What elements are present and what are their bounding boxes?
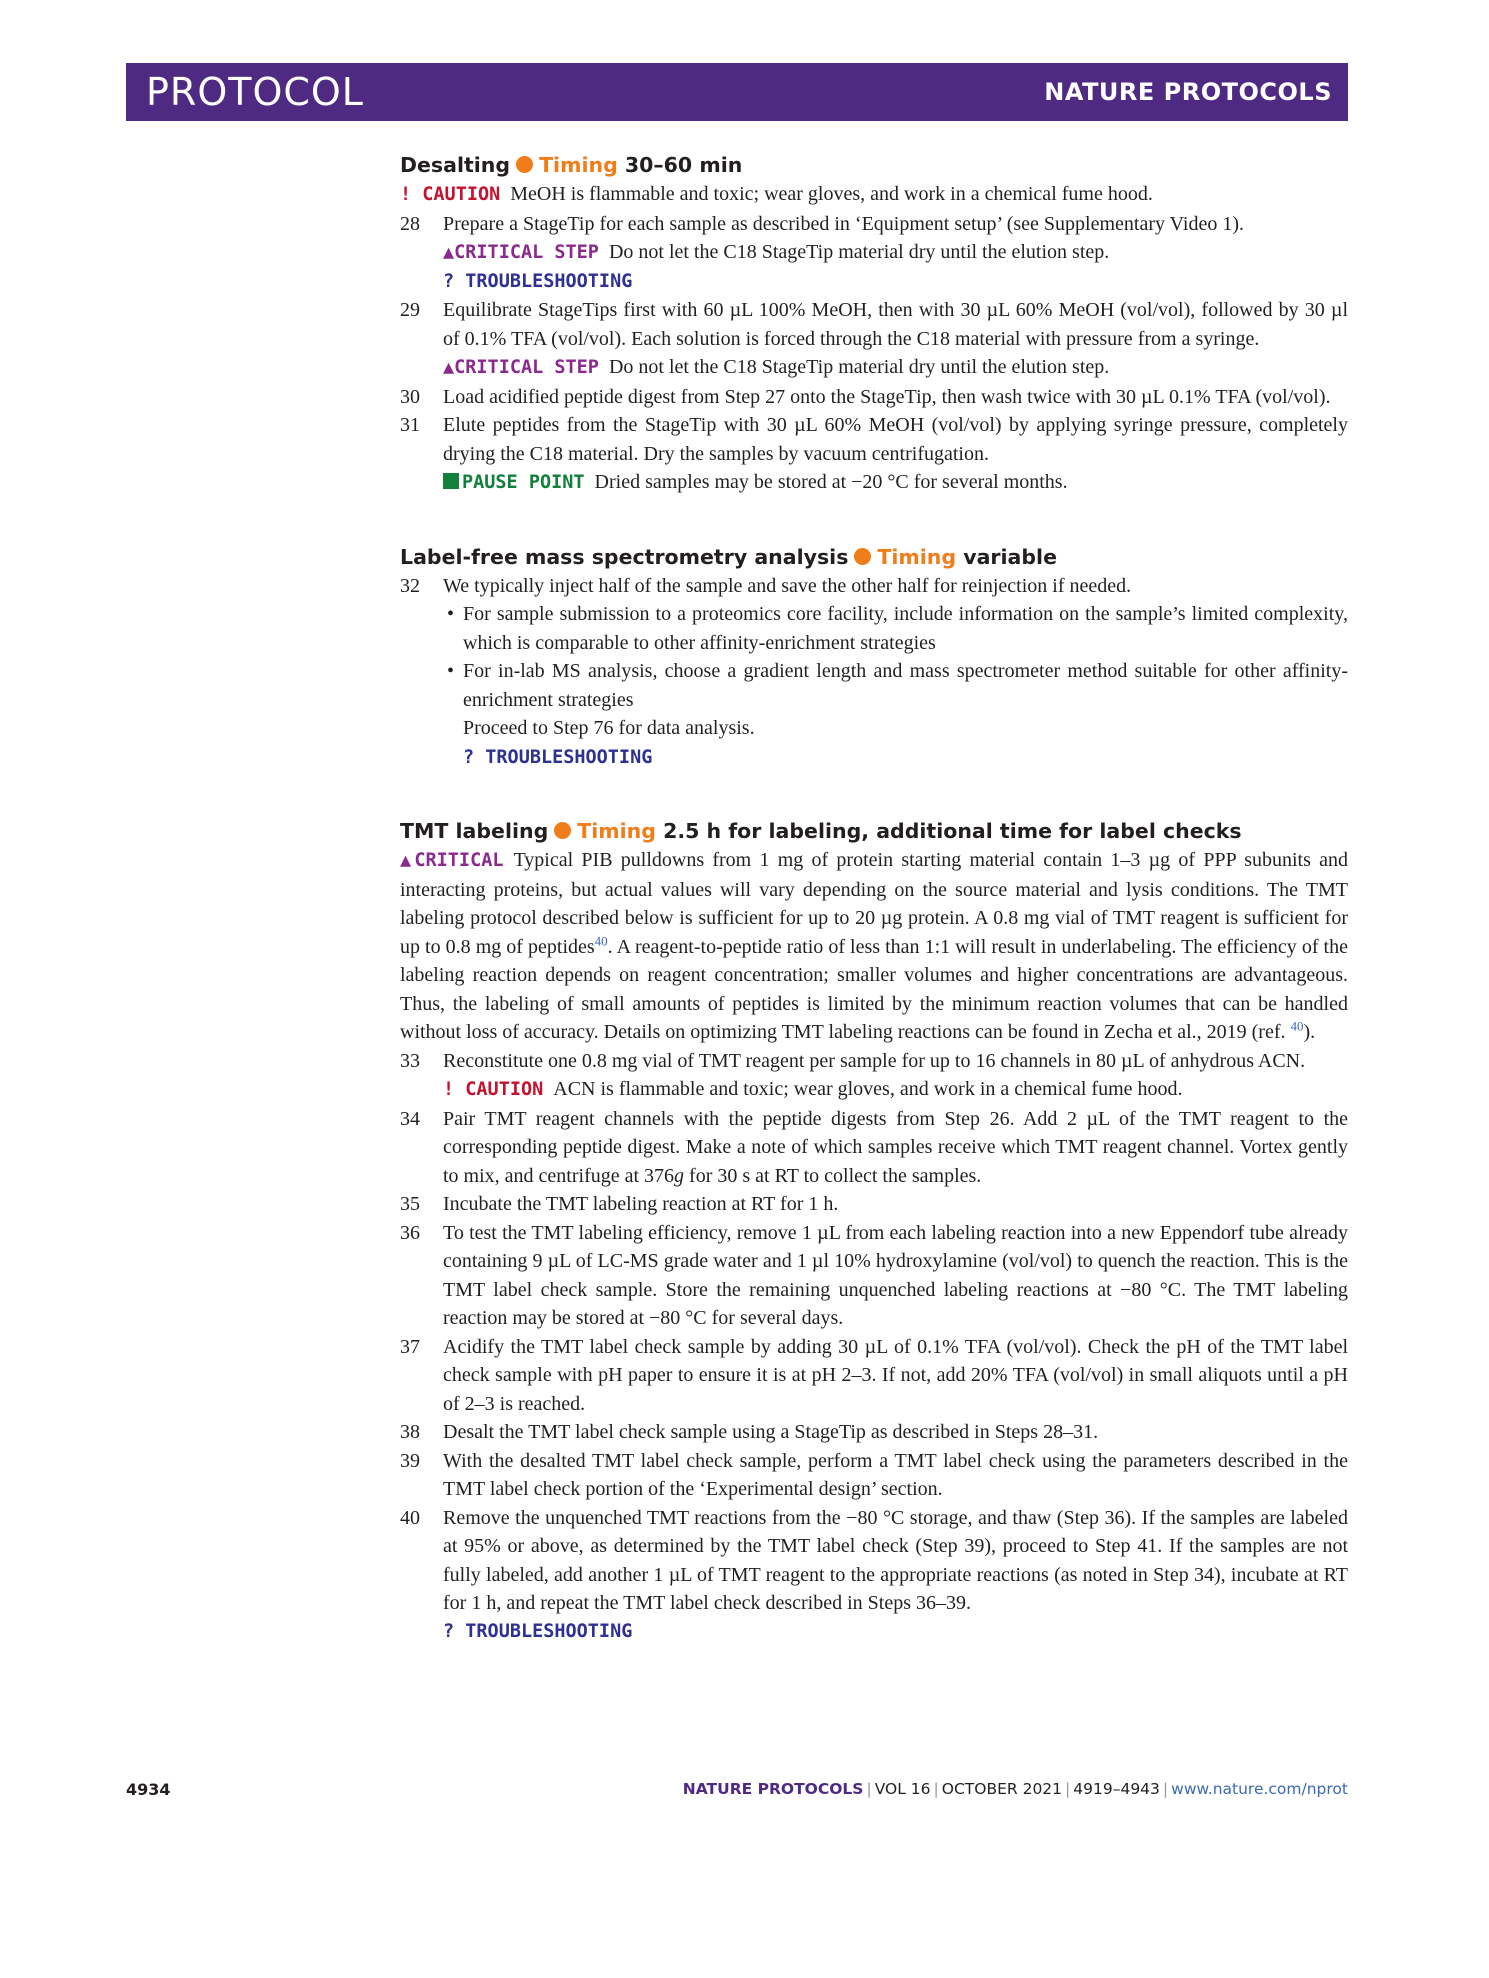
step-31 xyxy=(400,411,1348,498)
step-text: Reconstitute one 0.8 mg vial of TMT reagent per sample for up to 16 channels in 80 µL of anhydrous ACN. xyxy=(443,1049,1306,1072)
step-text: Prepare a StageTip for each sample as described in ‘Equipment setup’ (see Supplementary Video 1). xyxy=(443,212,1244,235)
step-text: Equilibrate StageTips first with 60 µL 100% MeOH, then with 30 µL 60% MeOH (vol/vol), followed by 30 µl of 0.1% TFA (vol/vol). Each solution is forced through the C18 material with pressure from a syringe. xyxy=(443,299,1348,350)
critical-note xyxy=(400,846,1348,1047)
footer-pages: 4919–4943 xyxy=(1073,1780,1160,1798)
step-40 xyxy=(400,1504,1348,1647)
section-title: Desalting xyxy=(400,153,511,177)
reference-link[interactable]: 40 xyxy=(1290,1018,1304,1034)
timing-value: variable xyxy=(963,544,1057,569)
step-36 xyxy=(400,1219,1348,1333)
step-number: 34 xyxy=(400,1107,420,1130)
critical-step-label: ▲CRITICAL STEP xyxy=(443,242,599,263)
section-title: Label-free mass spectrometry analysis xyxy=(400,544,849,569)
timing-dot-icon xyxy=(854,548,871,565)
timing-label: Timing xyxy=(539,153,618,177)
header-bar xyxy=(126,63,1348,121)
step-33 xyxy=(400,1047,1348,1105)
critical-step-text: Do not let the C18 StageTip material dry until the elution step. xyxy=(608,241,1110,263)
critical-step-note xyxy=(443,238,1348,268)
timing-label: Timing xyxy=(877,544,957,569)
step-32 xyxy=(400,572,1348,773)
step-text: To test the TMT labeling efficiency, remove 1 µL from each labeling reaction into a new Eppendorf tube already containing 9 µL of LC-MS grade water and 1 µl 10% hydroxylamine (vol/vol) to quench the reaction. This is the TMT label check sample. Store the remaining unquenched labeling reactions at −80 °C. The TMT labeling reaction may be stored at −80 °C for several days. xyxy=(443,1221,1348,1329)
step-text: Desalt the TMT label check sample using a StageTip as described in Steps 28–31. xyxy=(443,1421,1099,1443)
timing-value: 2.5 h for labeling, additional time for label checks xyxy=(663,819,1242,843)
step-text: Acidify the TMT label check sample by adding 30 µL of 0.1% TFA (vol/vol). Check the pH of the TMT label check sample with pH paper to ensure it is at pH 2–3. If not, add 20% TFA (vol/vol) in small aliquots until a pH of 2–3 is reached. xyxy=(443,1335,1348,1415)
pause-point-text: Dried samples may be stored at −20 °C for several months. xyxy=(594,471,1068,493)
step-text: Remove the unquenched TMT reactions from the −80 °C storage, and thaw (Step 36). If the samples are labeled at 95% or above, as determined by the TMT label check (Step 39), proceed to Step 41. If the samples are not fully labeled, add another 1 µL of TMT reagent to the appropriate reactions (as noted in Step 34), incubate at RT for 1 h, and repeat the TMT label check described in Steps 36–39. xyxy=(443,1506,1348,1614)
header-section-label: PROTOCOL xyxy=(146,70,364,114)
troubleshooting-wrapper xyxy=(443,743,1348,773)
critical-step-note xyxy=(443,353,1348,383)
step-37 xyxy=(400,1333,1348,1419)
timing-dot-icon xyxy=(554,822,571,839)
footer-date: OCTOBER 2021 xyxy=(941,1780,1063,1798)
step-29 xyxy=(400,296,1348,383)
proceed-note: Proceed to Step 76 for data analysis. xyxy=(463,717,755,739)
step-text: Elute peptides from the StageTip with 30 µL 60% MeOH (vol/vol) by applying syringe pressure, completely drying the C18 material. Dry the samples by vacuum centrifugation. xyxy=(443,414,1348,465)
page-number: 4934 xyxy=(126,1780,171,1799)
step-34 xyxy=(400,1105,1348,1191)
step-28 xyxy=(400,210,1348,297)
troubleshooting-link[interactable]: ? TROUBLESHOOTING xyxy=(463,746,653,768)
step-number: 28 xyxy=(400,212,420,235)
caution-text: MeOH is flammable and toxic; wear gloves, and work in a chemical fume hood. xyxy=(510,183,1153,205)
critical-step-text: Do not let the C18 StageTip material dry until the elution step. xyxy=(608,356,1110,378)
critical-step-label: ▲CRITICAL STEP xyxy=(443,357,599,378)
step-number: 32 xyxy=(400,574,420,597)
step-number: 37 xyxy=(400,1335,420,1358)
step-text: With the desalted TMT label check sample, perform a TMT label check using the parameters described in the TMT label check portion of the ‘Experimental design’ section. xyxy=(443,1449,1348,1500)
troubleshooting-link[interactable]: ? TROUBLESHOOTING xyxy=(443,270,633,292)
section-title: TMT labeling xyxy=(400,819,549,843)
footer-url-link[interactable]: www.nature.com/nprot xyxy=(1171,1780,1348,1798)
page-content xyxy=(400,150,1348,1646)
caution-note xyxy=(443,1075,1348,1105)
step-38 xyxy=(400,1418,1348,1447)
step-number: 35 xyxy=(400,1193,420,1215)
caution-note xyxy=(400,180,1348,210)
caution-label: ! CAUTION xyxy=(400,184,501,205)
footer-citation: NATURE PROTOCOLS | VOL 16 | OCTOBER 2021 | 4919–4943 | www.nature.com/nprot xyxy=(682,1780,1348,1798)
footer-volume: VOL 16 xyxy=(874,1780,931,1798)
reference-link[interactable]: 40 xyxy=(594,932,608,948)
step-number: 31 xyxy=(400,414,420,436)
caution-text: ACN is flammable and toxic; wear gloves, and work in a chemical fume hood. xyxy=(553,1078,1183,1100)
pause-point-label: PAUSE POINT xyxy=(462,472,585,493)
critical-text-b: . A reagent-to-peptide ratio of less than 1:1 will result in underlabeling. The efficiency of the labeling reaction depends on reagent concentration; smaller volumes and higher concentrations are advantageous. Thus, the labeling of small amounts of peptides is limited by the minimum reaction volumes that can be handled without loss of accuracy. Details on optimizing TMT labeling reactions can be found in Zecha et al., 2019 (ref. xyxy=(400,935,1348,1043)
timing-value: 30–60 min xyxy=(624,153,743,177)
step-text: We typically inject half of the sample and save the other half for reinjection if needed. xyxy=(443,574,1132,597)
step-number: 36 xyxy=(400,1221,420,1244)
step-35 xyxy=(400,1190,1348,1219)
critical-text-a: Typical PIB pulldowns from 1 mg of protein starting material contain 1–3 µg of PPP subunits and interacting proteins, but actual values will vary depending on the source material and lysis conditions. The TMT labeling protocol described below is sufficient for up to 20 µg protein. A 0.8 mg vial of TMT reagent is sufficient for up to 0.8 mg of peptides xyxy=(400,849,1348,958)
step-number: 39 xyxy=(400,1449,420,1472)
section-heading-desalting xyxy=(400,150,1348,180)
step-number: 40 xyxy=(400,1506,420,1529)
step-number: 38 xyxy=(400,1421,420,1443)
bullet-item: • For in-lab MS analysis, choose a gradient length and mass spectrometer method suitable for other affinity-enrichment strategies xyxy=(443,657,1348,714)
pause-point-icon xyxy=(443,473,459,489)
step-text: Incubate the TMT labeling reaction at RT for 1 h. xyxy=(443,1193,839,1215)
step-39 xyxy=(400,1447,1348,1504)
critical-label: ▲CRITICAL xyxy=(400,850,504,871)
section-heading-tmt-labeling xyxy=(400,816,1348,846)
caution-label: ! CAUTION xyxy=(443,1079,544,1100)
bullet-item: • For sample submission to a proteomics core facility, include information on the sample’s limited complexity, which is comparable to other affinity-enrichment strategies xyxy=(443,600,1348,657)
step-30 xyxy=(400,383,1348,412)
step-number: 33 xyxy=(400,1049,420,1072)
timing-dot-icon xyxy=(516,156,533,173)
step-text: Load acidified peptide digest from Step 27 onto the StageTip, then wash twice with 30 µL 0.1% TFA (vol/vol). xyxy=(443,385,1331,408)
section-heading-label-free-ms xyxy=(400,542,1348,572)
step-number: 30 xyxy=(400,385,420,408)
step-text: Pair TMT reagent channels with the peptide digests from Step 26. Add 2 µL of the TMT reagent to the corresponding peptide digest. Make a note of which samples receive which TMT reagent channel. Vortex gently to mix, and centrifuge at 376g for 30 s at RT to collect the samples. xyxy=(443,1107,1348,1187)
step-number: 29 xyxy=(400,299,420,321)
timing-label: Timing xyxy=(577,819,656,843)
pause-point-note xyxy=(443,468,1348,498)
troubleshooting-link[interactable]: ? TROUBLESHOOTING xyxy=(443,1620,633,1642)
header-journal-name: NATURE PROTOCOLS xyxy=(1044,78,1332,106)
footer-journal: NATURE PROTOCOLS xyxy=(682,1780,864,1798)
critical-text-c: ). xyxy=(1303,1021,1316,1043)
